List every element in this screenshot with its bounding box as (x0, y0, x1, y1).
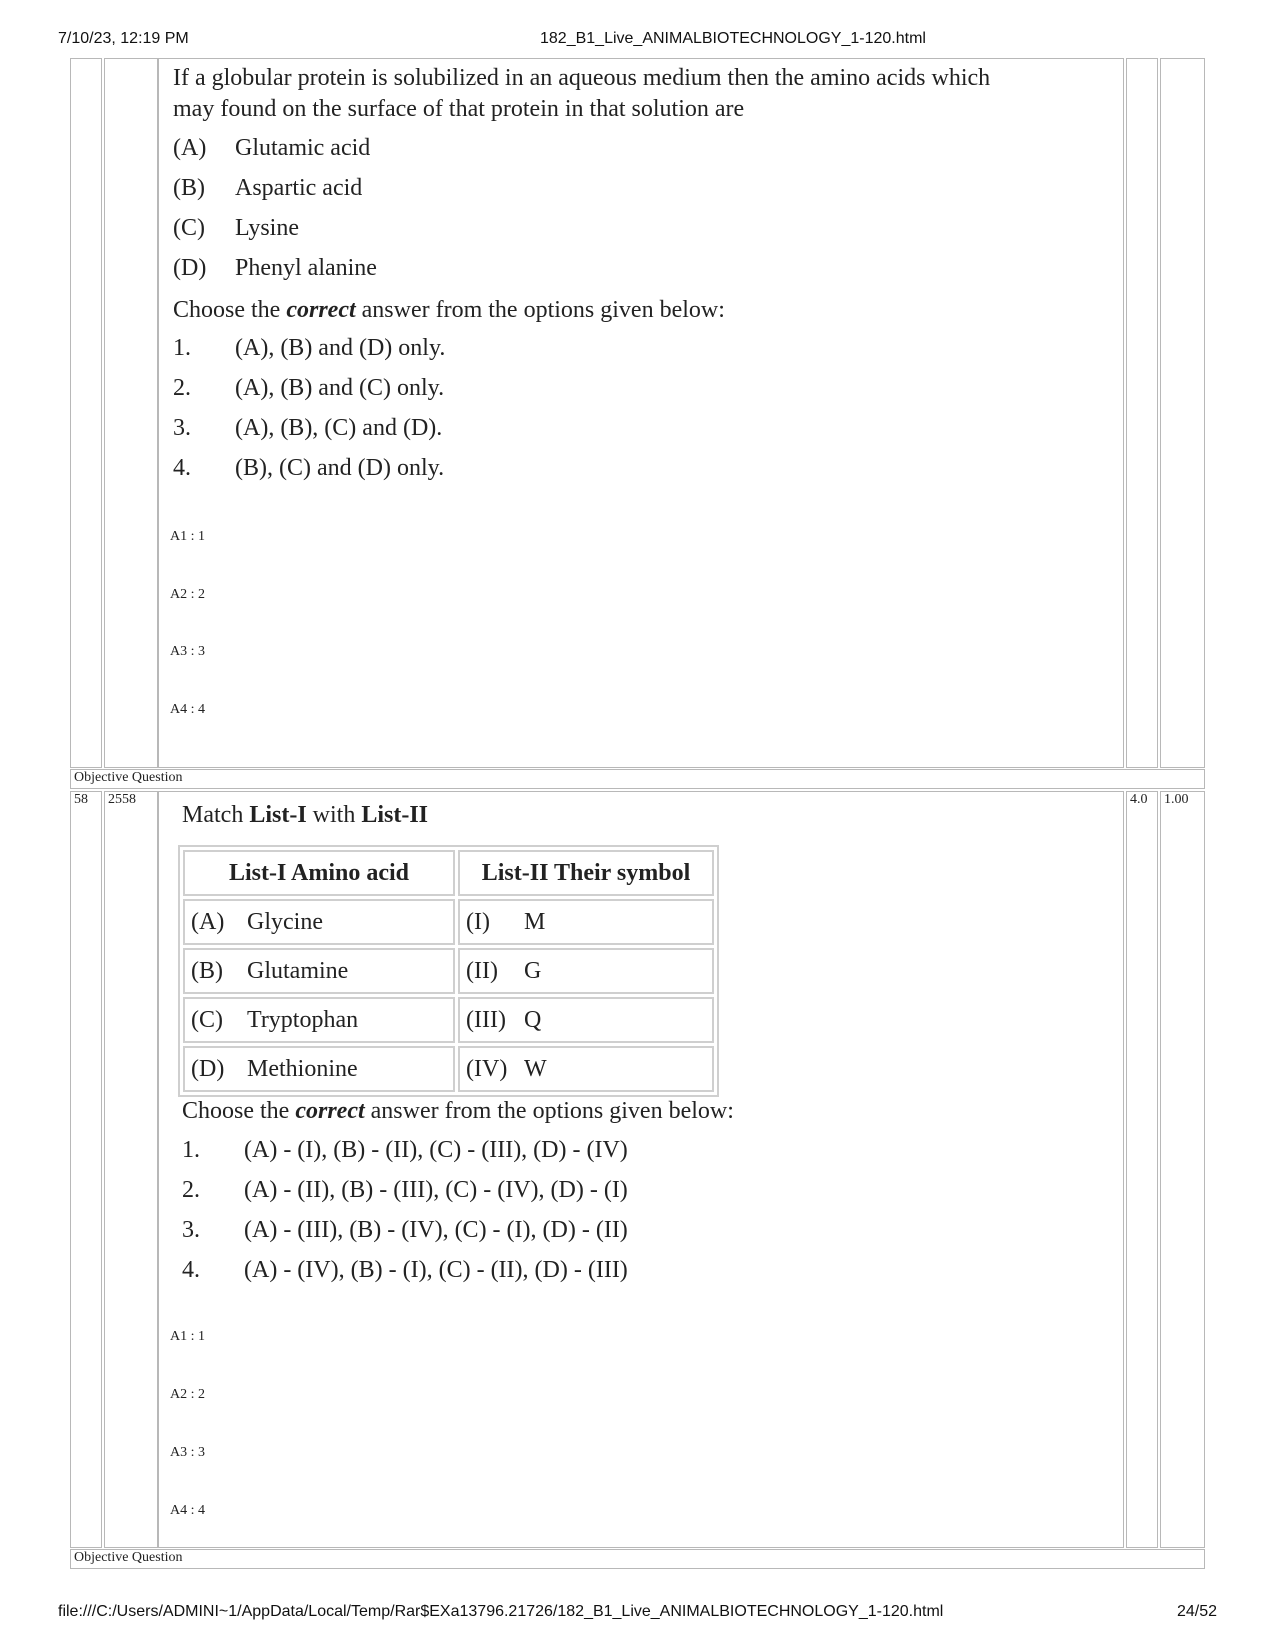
q1-stem (173, 63, 990, 125)
instruction-text: answer from the options given below: (364, 1098, 734, 1124)
answer-option-1: A1 : 1 (170, 529, 205, 544)
choice-number: 1. (173, 335, 191, 361)
instruction-text: Choose the (182, 1098, 296, 1124)
option-label: (B) (173, 175, 205, 201)
q1-marks-cell (1126, 58, 1158, 768)
choice-text: (A), (B) and (D) only. (235, 335, 446, 361)
choice-text: (A), (B), (C) and (D). (235, 415, 443, 441)
choice-number: 2. (182, 1177, 200, 1203)
q2-choose-instruction (182, 1096, 734, 1127)
choice-number: 2. (173, 375, 191, 401)
answer-option-3: A3 : 3 (170, 1445, 205, 1460)
print-datetime: 7/10/23, 12:19 PM (58, 30, 189, 47)
match-table-row (183, 899, 714, 945)
q2-id-cell (104, 791, 158, 1548)
q1-number-cell (70, 58, 102, 768)
list2-item: Q (524, 1006, 542, 1033)
option-text: Lysine (235, 215, 299, 241)
option-text: Aspartic acid (235, 175, 363, 201)
choice-text: (A) - (II), (B) - (III), (C) - (IV), (D) - (I) (244, 1177, 628, 1203)
choice-number: 4. (173, 455, 191, 481)
choice-text: (B), (C) and (D) only. (235, 455, 445, 481)
instruction-text: answer from the options given below: (355, 297, 725, 323)
print-file-title: 182_B1_Live_ANIMALBIOTECHNOLOGY_1-120.html (540, 30, 926, 47)
choice-text: (A) - (III), (B) - (IV), (C) - (I), (D) - (II) (244, 1217, 628, 1243)
list2-item: G (524, 957, 542, 984)
option-label: (C) (173, 215, 205, 241)
list1-label: (C) (191, 1006, 223, 1033)
list2-label: (II) (466, 957, 498, 984)
list1-item: Tryptophan (247, 1006, 359, 1033)
q2-marks-cell (1126, 791, 1158, 1548)
choice-text: (A) - (I), (B) - (II), (C) - (III), (D) - (IV) (244, 1137, 628, 1163)
list1-header: List-I Amino acid (183, 850, 455, 896)
stem-list2: List-II (361, 802, 429, 828)
list1-label: (D) (191, 1055, 225, 1082)
list1-item: Glutamine (247, 957, 349, 984)
answer-option-1: A1 : 1 (170, 1329, 205, 1344)
choice-text: (A) - (IV), (B) - (I), (C) - (II), (D) - (III) (244, 1257, 628, 1283)
list2-item: W (524, 1055, 547, 1082)
choice-number: 3. (182, 1217, 200, 1243)
answer-option-2: A2 : 2 (170, 1387, 205, 1402)
list2-header: List-II Their symbol (458, 850, 714, 896)
option-text: Glutamic acid (235, 135, 371, 161)
q2-type-row (70, 1549, 1205, 1569)
list2-label: (III) (466, 1006, 506, 1033)
q1-type-row (70, 769, 1205, 789)
list2-label: (I) (466, 908, 490, 935)
list2-item: M (524, 908, 546, 935)
choice-number: 4. (182, 1257, 200, 1283)
q1-stem-line1: If a globular protein is solubilized in an aqueous medium then the amino acids which (173, 65, 991, 91)
question-marks: 4.0 (1130, 792, 1148, 807)
question-id: 2558 (108, 792, 136, 807)
question-type-label: Objective Question (74, 1550, 183, 1565)
stem-list1: List-I (249, 802, 307, 828)
page-number: 24/52 (1176, 1603, 1217, 1620)
q1-content-cell (158, 58, 1124, 768)
answer-option-4: A4 : 4 (170, 1503, 205, 1518)
q1-negative-cell (1160, 58, 1205, 768)
stem-text: Match (182, 802, 250, 828)
q2-negative-cell (1160, 791, 1205, 1548)
instruction-emphasis: correct (286, 297, 356, 323)
q1-id-cell (104, 58, 158, 768)
option-label: (A) (173, 135, 207, 161)
q1-stem-line2: may found on the surface of that protein in that solution are (173, 96, 745, 122)
question-type-label: Objective Question (74, 770, 183, 785)
match-table-row (183, 997, 714, 1043)
q2-number-cell (70, 791, 102, 1548)
match-table-row (183, 1046, 714, 1092)
answer-option-3: A3 : 3 (170, 644, 205, 659)
choice-number: 3. (173, 415, 191, 441)
match-table (178, 845, 719, 1097)
answer-option-4: A4 : 4 (170, 702, 205, 717)
match-table-header (183, 850, 714, 896)
choice-text: (A), (B) and (C) only. (235, 375, 445, 401)
question-number: 58 (74, 792, 88, 807)
q1-choose-instruction (173, 295, 725, 326)
list1-item: Methionine (247, 1055, 358, 1082)
option-label: (D) (173, 255, 207, 281)
option-text: Phenyl alanine (235, 255, 377, 281)
list1-label: (B) (191, 957, 223, 984)
answer-option-2: A2 : 2 (170, 587, 205, 602)
print-file-path: file:///C:/Users/ADMINI~1/AppData/Local/Temp/Rar$EXa13796.21726/182_B1_Live_ANIMALBIOTECHNOLOGY_1-120.html (58, 1603, 944, 1620)
negative-marks: 1.00 (1164, 792, 1189, 807)
match-table-row (183, 948, 714, 994)
q2-stem (182, 800, 428, 831)
list1-label: (A) (191, 908, 225, 935)
list1-item: Glycine (247, 908, 323, 935)
stem-text: with (306, 802, 362, 828)
instruction-text: Choose the (173, 297, 287, 323)
choice-number: 1. (182, 1137, 200, 1163)
instruction-emphasis: correct (295, 1098, 365, 1124)
list2-label: (IV) (466, 1055, 508, 1082)
